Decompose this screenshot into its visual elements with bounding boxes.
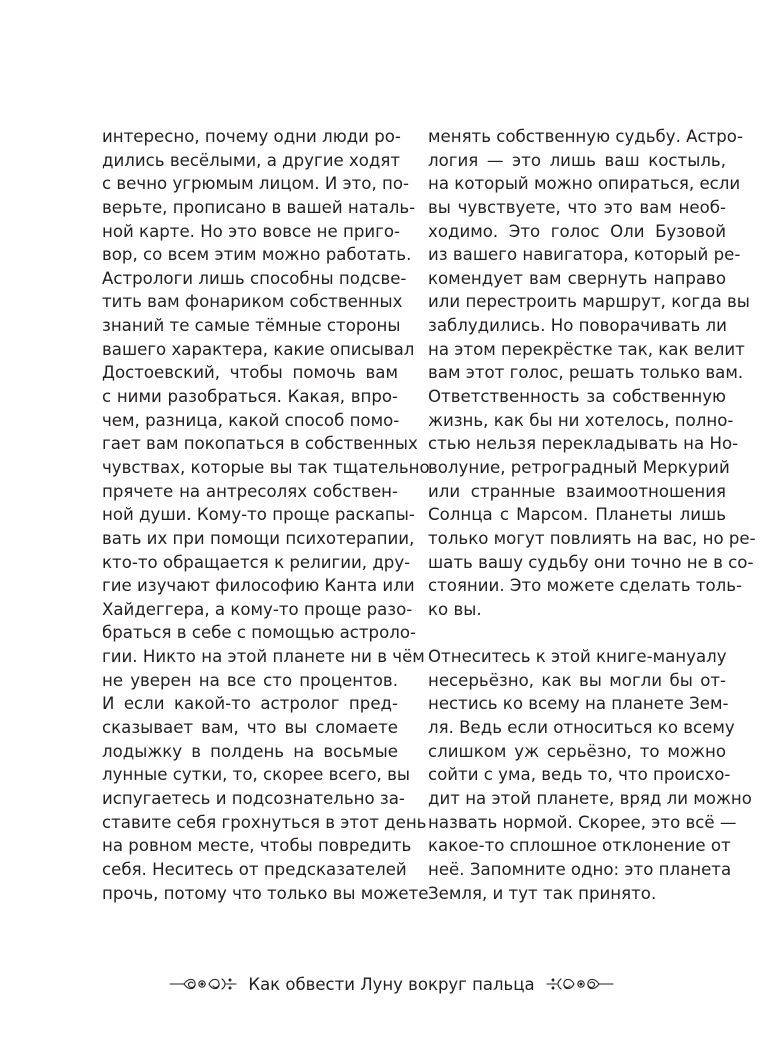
text-line: логия — это лишь ваш костыль, — [428, 150, 726, 170]
text-line: И если какой-то астролог пред- — [102, 694, 398, 714]
text-line: ной души. Кому-то проще раскапы- — [102, 505, 415, 525]
text-line: Астрологи лишь способны подсве- — [102, 268, 407, 288]
right-text-column — [428, 125, 756, 905]
text-line: ной карте. Но это вовсе не приго- — [102, 221, 400, 241]
text-line: шать вашу судьбу они точно не в со- — [428, 552, 754, 572]
text-line: Достоевский, чтобы помочь вам — [102, 363, 398, 383]
book-title: Как обвести Луну вокруг пальца — [248, 974, 535, 994]
text-line: верьте, прописано в вашей наталь- — [102, 197, 416, 217]
text-line: нестись ко всему на планете Зем- — [428, 694, 729, 714]
text-line: себя. Неситесь от предсказателей — [102, 859, 407, 879]
text-line: вать их при помощи психотерапии, — [102, 528, 415, 548]
text-line: лодыжку в полдень на восьмые — [102, 741, 398, 761]
text-line: вы чувствуете, что это вам необ- — [428, 197, 726, 217]
text-line: прячете на антресолях собствен- — [102, 481, 398, 501]
text-line: менять собственную судьбу. Астро- — [428, 127, 743, 146]
text-line: лунные сутки, то, скорее всего, вы — [102, 765, 410, 785]
text-line: Земля, и тут так принято. — [428, 883, 657, 903]
text-line: на ровном месте, чтобы повредить — [102, 836, 412, 856]
text-line: сойти с ума, ведь то, что происхо- — [428, 765, 731, 785]
text-line: волуние, ретроградный Меркурий — [428, 457, 730, 477]
running-footer — [0, 970, 783, 998]
text-line: с вечно угрюмым лицом. И это, по- — [102, 174, 409, 194]
text-line: ко вы. — [428, 599, 482, 619]
text-line: неё. Запомните одно: это планета — [428, 859, 732, 879]
text-line: вам этот голос, решать только вам. — [428, 363, 744, 383]
left-flourish-ornament-icon — [168, 974, 238, 994]
right-flourish-ornament-icon — [545, 974, 615, 994]
text-line: или перестроить маршрут, когда вы — [428, 292, 750, 312]
text-line: ставите себя грохнуться в этот день — [102, 812, 427, 832]
text-line: дились весёлыми, а другие ходят — [102, 150, 401, 170]
text-line: Отнеситесь к этой книге-мануалу — [428, 647, 727, 667]
text-line: жизнь, как бы ни хотелось, полно- — [428, 410, 734, 430]
text-line: с ними разобраться. Какая, впро- — [102, 387, 398, 407]
text-line: Ответственность за собственную — [428, 387, 726, 407]
paragraph-spacer — [428, 621, 726, 645]
text-line: назвать нормой. Скорее, это всё — — [428, 812, 737, 832]
text-line: или странные взаимоотношения — [428, 481, 726, 501]
text-line: интересно, почему одни люди ро- — [102, 127, 401, 146]
text-line: браться в себе с помощью астроло- — [102, 623, 416, 643]
text-line: гии. Никто на этой планете ни в чём — [102, 647, 425, 667]
paragraph — [428, 645, 752, 905]
text-line: из вашего навигатора, который ре- — [428, 245, 741, 265]
text-line: только могут повлиять на вас, но ре- — [428, 528, 756, 548]
text-line: не уверен на все сто процентов. — [102, 670, 398, 690]
paragraph — [102, 125, 430, 905]
text-line: чем, разница, какой способ помо- — [102, 410, 400, 430]
text-line: гие изучают философию Канта или — [102, 576, 415, 596]
text-line: испугаетесь и подсознательно за- — [102, 788, 405, 808]
text-line: вашего характера, какие описывал — [102, 339, 415, 359]
text-line: несерьёзно, как вы могли бы от- — [428, 670, 726, 690]
text-line: Хайдеггера, а кому-то проще разо- — [102, 599, 413, 619]
text-line: вор, со всем этим можно работать. — [102, 245, 412, 265]
paragraph — [428, 125, 756, 621]
text-line: чувствах, которые вы так тщательно — [102, 457, 430, 477]
text-line: комендует вам свернуть направо — [428, 268, 726, 288]
text-line: Солнца с Марсом. Планеты лишь — [428, 505, 726, 525]
text-line: дит на этой планете, вряд ли можно — [428, 788, 752, 808]
text-line: прочь, потому что только вы можете — [102, 883, 429, 903]
text-line: стью нельзя перекладывать на Но- — [428, 434, 739, 454]
text-line: на который можно опираться, если — [428, 174, 741, 194]
text-line: кто-то обращается к религии, дру- — [102, 552, 411, 572]
text-line: тить вам фонариком собственных — [102, 292, 403, 312]
text-line: стоянии. Это можете сделать толь- — [428, 576, 743, 596]
text-line: знаний те самые тёмные стороны — [102, 316, 401, 336]
text-line: ходимо. Это голос Оли Бузовой — [428, 221, 726, 241]
text-line: какое-то сплошное отклонение от — [428, 836, 731, 856]
text-line: на этом перекрёстке так, как велит — [428, 339, 745, 359]
text-line: сказывает вам, что вы сломаете — [102, 718, 398, 738]
text-line: слишком уж серьёзно, то можно — [428, 741, 726, 761]
text-line: заблудились. Но поворачивать ли — [428, 316, 727, 336]
left-text-column — [102, 125, 430, 905]
text-line: гает вам покопаться в собственных — [102, 434, 418, 454]
text-line: ля. Ведь если относиться ко всему — [428, 718, 735, 738]
